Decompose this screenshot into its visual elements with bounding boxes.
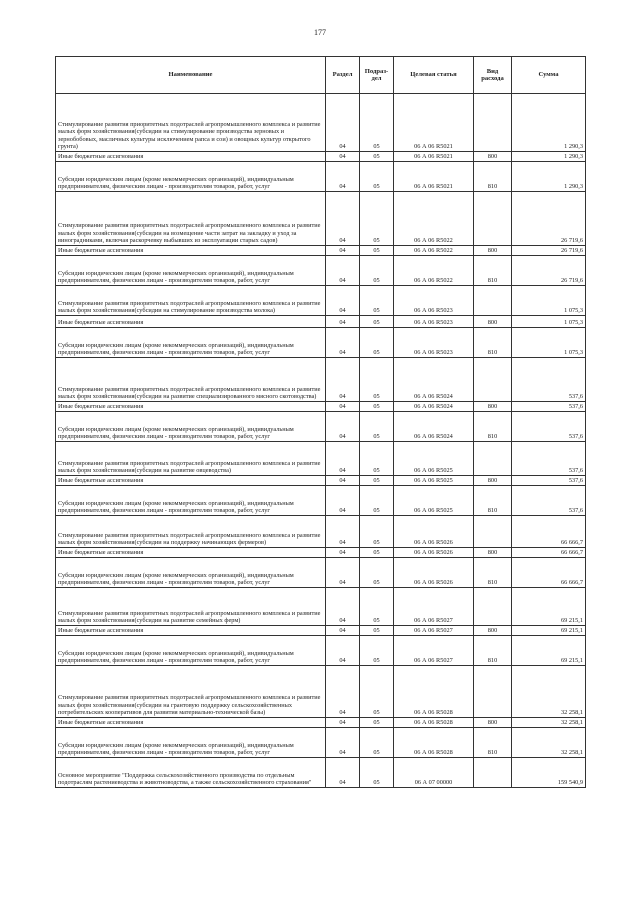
cell-section: 04	[326, 718, 360, 728]
cell-type	[474, 192, 512, 246]
cell-section: 04	[326, 588, 360, 626]
cell-section: 04	[326, 728, 360, 758]
cell-name: Субсидии юридическим лицам (кроме некоммерческих организаций), индивидуальным предпринимателям, физическим лицам - производителям товаров, работ, услуг	[56, 558, 326, 588]
table-row	[56, 758, 586, 788]
cell-name: Иные бюджетные ассигнования	[56, 402, 326, 412]
cell-section: 04	[326, 412, 360, 442]
table-row	[56, 636, 586, 666]
cell-sum: 26 719,6	[512, 192, 586, 246]
cell-target: 06 А 06 R5024	[394, 358, 474, 402]
cell-target: 06 А 06 R5022	[394, 256, 474, 286]
table-row	[56, 94, 586, 152]
table-row	[56, 666, 586, 718]
cell-sum: 1 075,3	[512, 316, 586, 328]
table-header-row	[56, 57, 586, 94]
table-row	[56, 358, 586, 402]
cell-sum: 1 075,3	[512, 328, 586, 358]
cell-name: Иные бюджетные ассигнования	[56, 246, 326, 256]
cell-name: Основное мероприятие "Поддержка сельскохозяйственного производства по отдельным подотраслям растениеводства и животноводства, а также сельскохозяйственного страхования"	[56, 758, 326, 788]
header-section: Раздел	[326, 57, 360, 94]
table-row	[56, 286, 586, 316]
cell-type: 800	[474, 316, 512, 328]
cell-sum: 537,6	[512, 412, 586, 442]
table-row	[56, 626, 586, 636]
cell-type	[474, 286, 512, 316]
cell-subsection: 05	[360, 636, 394, 666]
cell-target: 06 А 06 R5025	[394, 486, 474, 516]
cell-target: 06 А 06 R5021	[394, 94, 474, 152]
cell-name: Субсидии юридическим лицам (кроме некоммерческих организаций), индивидуальным предпринимателям, физическим лицам - производителям товаров, работ, услуг	[56, 636, 326, 666]
cell-name: Стимулирование развития приоритетных подотраслей агропромышленного комплекса и развитие малых форм хозяйствования(субсидии на развитие семейных ферм)	[56, 588, 326, 626]
cell-section: 04	[326, 558, 360, 588]
cell-subsection: 05	[360, 666, 394, 718]
table-row	[56, 588, 586, 626]
cell-type	[474, 666, 512, 718]
cell-name: Субсидии юридическим лицам (кроме некоммерческих организаций), индивидуальным предпринимателям, физическим лицам - производителям товаров, работ, услуг	[56, 328, 326, 358]
cell-name: Иные бюджетные ассигнования	[56, 626, 326, 636]
cell-sum: 32 258,1	[512, 718, 586, 728]
table-row	[56, 402, 586, 412]
cell-section: 04	[326, 246, 360, 256]
header-name: Наименование	[56, 57, 326, 94]
cell-type: 800	[474, 152, 512, 162]
cell-target: 06 А 06 R5021	[394, 152, 474, 162]
cell-section: 04	[326, 548, 360, 558]
cell-section: 04	[326, 476, 360, 486]
cell-target: 06 А 06 R5028	[394, 718, 474, 728]
cell-type: 800	[474, 476, 512, 486]
cell-subsection: 05	[360, 316, 394, 328]
cell-name: Стимулирование развития приоритетных подотраслей агропромышленного комплекса и развитие малых форм хозяйствования(субсидии на развитие овцеводства)	[56, 442, 326, 476]
cell-sum: 537,6	[512, 358, 586, 402]
cell-sum: 1 290,3	[512, 152, 586, 162]
cell-target: 06 А 07 00000	[394, 758, 474, 788]
cell-target: 06 А 06 R5022	[394, 246, 474, 256]
cell-section: 04	[326, 152, 360, 162]
cell-target: 06 А 06 R5027	[394, 636, 474, 666]
cell-section: 04	[326, 192, 360, 246]
cell-type: 800	[474, 626, 512, 636]
cell-section: 04	[326, 666, 360, 718]
cell-subsection: 05	[360, 94, 394, 152]
cell-name: Субсидии юридическим лицам (кроме некоммерческих организаций), индивидуальным предпринимателям, физическим лицам - производителям товаров, работ, услуг	[56, 162, 326, 192]
cell-section: 04	[326, 316, 360, 328]
cell-name: Иные бюджетные ассигнования	[56, 718, 326, 728]
table-row	[56, 316, 586, 328]
cell-subsection: 05	[360, 718, 394, 728]
cell-target: 06 А 06 R5026	[394, 548, 474, 558]
cell-type: 810	[474, 636, 512, 666]
cell-section: 04	[326, 256, 360, 286]
cell-type: 800	[474, 718, 512, 728]
table-row	[56, 476, 586, 486]
cell-section: 04	[326, 358, 360, 402]
cell-sum: 1 290,3	[512, 162, 586, 192]
cell-sum: 537,6	[512, 442, 586, 476]
cell-section: 04	[326, 328, 360, 358]
cell-name: Субсидии юридическим лицам (кроме некоммерческих организаций), индивидуальным предпринимателям, физическим лицам - производителям товаров, работ, услуг	[56, 728, 326, 758]
cell-target: 06 А 06 R5028	[394, 728, 474, 758]
cell-target: 06 А 06 R5026	[394, 516, 474, 548]
table-row	[56, 718, 586, 728]
cell-sum: 1 290,3	[512, 94, 586, 152]
cell-subsection: 05	[360, 412, 394, 442]
table-row	[56, 246, 586, 256]
cell-type: 800	[474, 548, 512, 558]
cell-subsection: 05	[360, 548, 394, 558]
cell-subsection: 05	[360, 192, 394, 246]
cell-section: 04	[326, 626, 360, 636]
header-sum: Сумма	[512, 57, 586, 94]
cell-sum: 537,6	[512, 486, 586, 516]
cell-subsection: 05	[360, 358, 394, 402]
cell-type	[474, 358, 512, 402]
cell-type	[474, 94, 512, 152]
cell-sum: 537,6	[512, 476, 586, 486]
cell-sum: 26 719,6	[512, 246, 586, 256]
cell-subsection: 05	[360, 328, 394, 358]
cell-subsection: 05	[360, 152, 394, 162]
cell-sum: 69 215,1	[512, 636, 586, 666]
cell-name: Иные бюджетные ассигнования	[56, 316, 326, 328]
cell-subsection: 05	[360, 626, 394, 636]
cell-subsection: 05	[360, 286, 394, 316]
cell-type: 810	[474, 558, 512, 588]
cell-target: 06 А 06 R5028	[394, 666, 474, 718]
cell-sum: 66 666,7	[512, 558, 586, 588]
table-row	[56, 192, 586, 246]
cell-section: 04	[326, 402, 360, 412]
cell-subsection: 05	[360, 758, 394, 788]
cell-name: Субсидии юридическим лицам (кроме некоммерческих организаций), индивидуальным предпринимателям, физическим лицам - производителям товаров, работ, услуг	[56, 412, 326, 442]
cell-name: Иные бюджетные ассигнования	[56, 548, 326, 558]
cell-sum: 69 215,1	[512, 626, 586, 636]
table-row	[56, 162, 586, 192]
cell-type: 810	[474, 486, 512, 516]
cell-subsection: 05	[360, 476, 394, 486]
cell-section: 04	[326, 758, 360, 788]
cell-type	[474, 758, 512, 788]
cell-type: 810	[474, 162, 512, 192]
cell-target: 06 А 06 R5027	[394, 626, 474, 636]
table-row	[56, 152, 586, 162]
cell-type	[474, 516, 512, 548]
cell-type	[474, 588, 512, 626]
cell-subsection: 05	[360, 256, 394, 286]
cell-name: Субсидии юридическим лицам (кроме некоммерческих организаций), индивидуальным предпринимателям, физическим лицам - производителям товаров, работ, услуг	[56, 256, 326, 286]
cell-subsection: 05	[360, 728, 394, 758]
page-number: 177	[314, 28, 326, 37]
budget-table	[55, 56, 586, 788]
table-row	[56, 256, 586, 286]
header-target: Целевая статья	[394, 57, 474, 94]
cell-target: 06 А 06 R5027	[394, 588, 474, 626]
cell-section: 04	[326, 636, 360, 666]
table-body	[56, 94, 586, 788]
cell-type	[474, 442, 512, 476]
cell-section: 04	[326, 94, 360, 152]
cell-target: 06 А 06 R5021	[394, 162, 474, 192]
cell-name: Иные бюджетные ассигнования	[56, 476, 326, 486]
cell-target: 06 А 06 R5025	[394, 476, 474, 486]
cell-section: 04	[326, 162, 360, 192]
cell-target: 06 А 06 R5023	[394, 286, 474, 316]
cell-subsection: 05	[360, 516, 394, 548]
cell-sum: 26 719,6	[512, 256, 586, 286]
cell-target: 06 А 06 R5024	[394, 402, 474, 412]
cell-target: 06 А 06 R5025	[394, 442, 474, 476]
cell-target: 06 А 06 R5023	[394, 328, 474, 358]
cell-name: Стимулирование развития приоритетных подотраслей агропромышленного комплекса и развитие малых форм хозяйствования(субсидии на грантовую поддержку сельскохозяйственных потребительских кооперативов для развития материально-технической базы)	[56, 666, 326, 718]
cell-subsection: 05	[360, 402, 394, 412]
cell-section: 04	[326, 486, 360, 516]
table-row	[56, 548, 586, 558]
cell-name: Стимулирование развития приоритетных подотраслей агропромышленного комплекса и развитие малых форм хозяйствования(субсидии на поддержку начинающих фермеров)	[56, 516, 326, 548]
cell-section: 04	[326, 286, 360, 316]
cell-type: 810	[474, 728, 512, 758]
cell-type: 810	[474, 256, 512, 286]
cell-target: 06 А 06 R5026	[394, 558, 474, 588]
cell-subsection: 05	[360, 246, 394, 256]
cell-subsection: 05	[360, 162, 394, 192]
cell-sum: 537,6	[512, 402, 586, 412]
cell-type: 800	[474, 402, 512, 412]
cell-target: 06 А 06 R5024	[394, 412, 474, 442]
cell-section: 04	[326, 442, 360, 476]
table-row	[56, 442, 586, 476]
table-row	[56, 516, 586, 548]
header-subsection: Подраз-дел	[360, 57, 394, 94]
cell-sum: 32 258,1	[512, 666, 586, 718]
cell-type: 800	[474, 246, 512, 256]
table-row	[56, 558, 586, 588]
table-row	[56, 328, 586, 358]
cell-sum: 32 258,1	[512, 728, 586, 758]
cell-type: 810	[474, 328, 512, 358]
cell-subsection: 05	[360, 442, 394, 476]
cell-subsection: 05	[360, 558, 394, 588]
table-row	[56, 728, 586, 758]
cell-target: 06 А 06 R5023	[394, 316, 474, 328]
cell-name: Стимулирование развития приоритетных подотраслей агропромышленного комплекса и развитие малых форм хозяйствования(субсидии на развитие специализированного мясного скотоводства)	[56, 358, 326, 402]
cell-subsection: 05	[360, 588, 394, 626]
cell-name: Стимулирование развития приоритетных подотраслей агропромышленного комплекса и развитие малых форм хозяйствования(субсидии на стимулирование производства зерновых и зернобобовых, масличных культуры исключением рапса и сои) и овощных культур открытого грунта)	[56, 94, 326, 152]
cell-target: 06 А 06 R5022	[394, 192, 474, 246]
table-row	[56, 412, 586, 442]
cell-subsection: 05	[360, 486, 394, 516]
cell-section: 04	[326, 516, 360, 548]
cell-type: 810	[474, 412, 512, 442]
cell-sum: 66 666,7	[512, 548, 586, 558]
cell-name: Иные бюджетные ассигнования	[56, 152, 326, 162]
cell-sum: 69 215,1	[512, 588, 586, 626]
cell-name: Субсидии юридическим лицам (кроме некоммерческих организаций), индивидуальным предпринимателям, физическим лицам - производителям товаров, работ, услуг	[56, 486, 326, 516]
header-type: Вид расхода	[474, 57, 512, 94]
cell-sum: 1 075,3	[512, 286, 586, 316]
cell-sum: 159 540,9	[512, 758, 586, 788]
cell-name: Стимулирование развития приоритетных подотраслей агропромышленного комплекса и развитие малых форм хозяйствования(субсидии на стимулирование производства молока)	[56, 286, 326, 316]
cell-sum: 66 666,7	[512, 516, 586, 548]
table-row	[56, 486, 586, 516]
cell-name: Стимулирование развития приоритетных подотраслей агропромышленного комплекса и развитие малых форм хозяйствования(субсидии на возмещение части затрат на закладку и уход за виноградниками, включая раскорчевку выбывших из эксплуатации старых садов)	[56, 192, 326, 246]
